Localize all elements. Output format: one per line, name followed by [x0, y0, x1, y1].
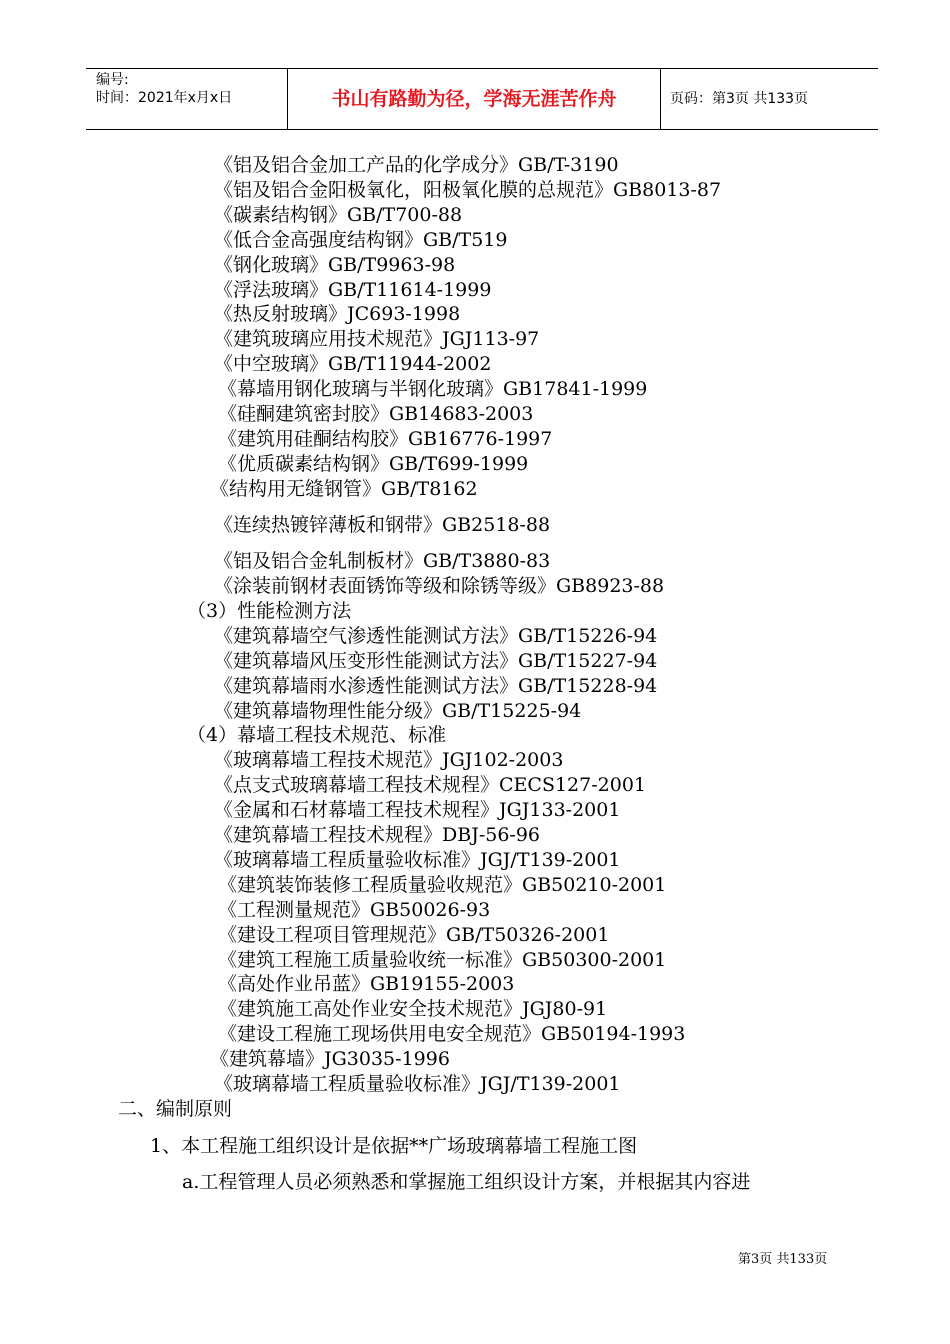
- standard-item: 《低合金高强度结构钢》GB/T519: [214, 229, 508, 251]
- section-heading: （3）性能检测方法: [187, 600, 352, 622]
- header-page-number: 页码：第3页 共133页: [670, 91, 809, 107]
- standard-item: 《点支式玻璃幕墙工程技术规程》CECS127-2001: [214, 774, 647, 796]
- standard-item: 《建筑幕墙物理性能分级》GB/T15225-94: [214, 700, 582, 722]
- standard-item: 《结构用无缝钢管》GB/T8162: [210, 478, 478, 500]
- standard-item: 《碳素结构钢》GB/T700-88: [214, 204, 463, 226]
- standard-item: 《建筑幕墙工程技术规程》DBJ-56-96: [214, 824, 541, 846]
- section-heading: （4）幕墙工程技术规范、标准: [187, 724, 447, 746]
- standard-item: 《建筑装饰装修工程质量验收规范》GB50210-2001: [218, 874, 667, 896]
- standard-item: 《建设工程项目管理规范》GB/T50326-2001: [218, 924, 610, 946]
- standard-item: 《建筑工程施工质量验收统一标准》GB50300-2001: [218, 949, 667, 971]
- standard-item: 《建筑施工高处作业安全技术规范》JGJ80-91: [218, 998, 608, 1020]
- standard-item: 《玻璃幕墙工程质量验收标准》JGJ/T139-2001: [214, 849, 621, 871]
- standard-item: 《浮法玻璃》GB/T11614-1999: [214, 279, 492, 301]
- standard-item: 《建筑幕墙空气渗透性能测试方法》GB/T15226-94: [214, 625, 658, 647]
- standard-item: 《硅酮建筑密封胶》GB14683-2003: [218, 403, 534, 425]
- standard-item: 《热反射玻璃》JC693-1998: [214, 303, 461, 325]
- header-meta: [96, 71, 232, 107]
- standard-item: 《建设工程施工现场供用电安全规范》GB50194-1993: [218, 1023, 686, 1045]
- document-date: 时间：2021年x月x日: [96, 90, 233, 106]
- standard-item: 《铝及铝合金轧制板材》GB/T3880-83: [214, 550, 551, 572]
- standard-item: 《铝及铝合金加工产品的化学成分》GB/T-3190: [214, 154, 619, 176]
- standard-item: 《建筑玻璃应用技术规范》JGJ113-97: [214, 328, 540, 350]
- standard-item: 《中空玻璃》GB/T11944-2002: [214, 353, 492, 375]
- paragraph: a.工程管理人员必须熟悉和掌握施工组织设计方案，并根据其内容进: [182, 1171, 751, 1193]
- standard-item: 《金属和石材幕墙工程技术规程》JGJ133-2001: [214, 799, 621, 821]
- standard-item: 《玻璃幕墙工程质量验收标准》JGJ/T139-2001: [214, 1073, 621, 1095]
- standard-item: 《铝及铝合金阳极氧化，阳极氧化膜的总规范》GB8013-87: [214, 179, 722, 201]
- standard-item: 《连续热镀锌薄板和钢带》GB2518-88: [214, 514, 551, 536]
- standard-item: 《建筑用硅酮结构胶》GB16776-1997: [218, 428, 553, 450]
- header-divider: [660, 69, 661, 129]
- standard-item: 《幕墙用钢化玻璃与半钢化玻璃》GB17841-1999: [218, 378, 648, 400]
- page-header: [86, 68, 878, 130]
- document-number-label: 编号:: [96, 72, 129, 88]
- header-motto: 书山有路勤为径，学海无涯苦作舟: [331, 88, 617, 110]
- standard-item: 《建筑幕墙雨水渗透性能测试方法》GB/T15228-94: [214, 675, 658, 697]
- standard-item: 《建筑幕墙风压变形性能测试方法》GB/T15227-94: [214, 650, 658, 672]
- chapter-heading: 二、编制原则: [118, 1098, 233, 1120]
- paragraph: 1、本工程施工组织设计是依据**广场玻璃幕墙工程施工图: [150, 1135, 638, 1157]
- standard-item: 《工程测量规范》GB50026-93: [218, 899, 491, 921]
- standard-item: 《涂装前钢材表面锈饰等级和除锈等级》GB8923-88: [214, 575, 665, 597]
- standard-item: 《玻璃幕墙工程技术规范》JGJ102-2003: [214, 749, 564, 771]
- standard-item: 《优质碳素结构钢》GB/T699-1999: [218, 453, 529, 475]
- standard-item: 《钢化玻璃》GB/T9963-98: [214, 254, 456, 276]
- standard-item: 《建筑幕墙》JG3035-1996: [210, 1048, 450, 1070]
- standard-item: 《高处作业吊蓝》GB19155-2003: [218, 973, 515, 995]
- page-footer: 第3页 共133页: [738, 1252, 828, 1267]
